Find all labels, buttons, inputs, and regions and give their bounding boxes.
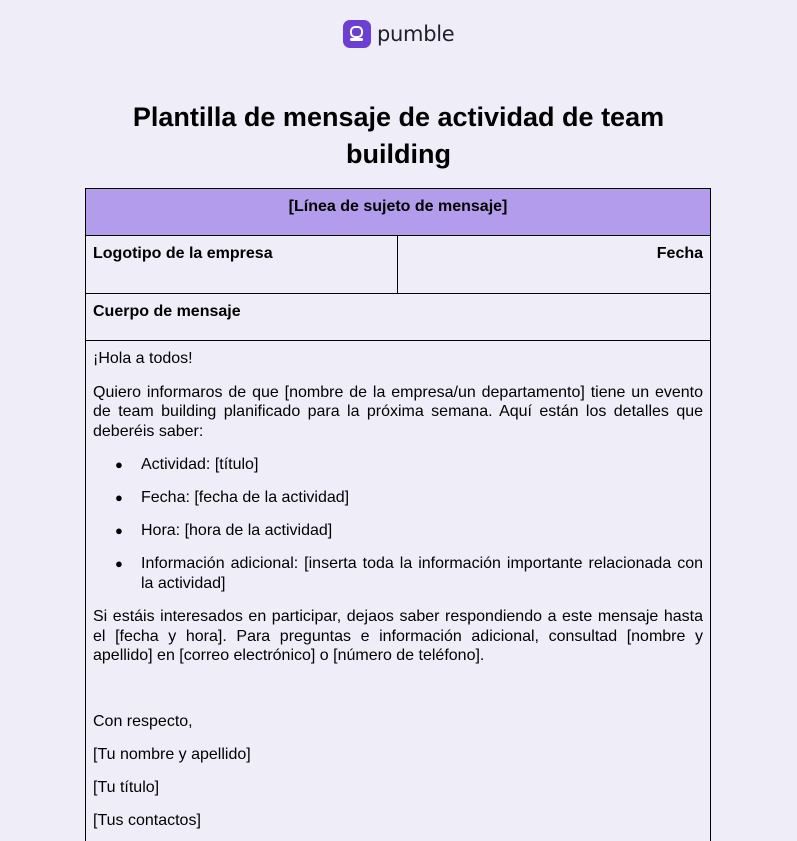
detail-time: ● Hora: [hora de la actividad] [93,521,703,541]
subject-row [86,189,711,236]
body-title-row [86,294,711,341]
subject-line: [Línea de sujeto de mensaje] [86,189,711,236]
detail-additional-info: ● Información adicional: [inserta toda la información importante relacionada con la actividad] [93,554,703,593]
sign-off: Con respecto, [93,712,193,730]
signature-title: [Tu título] [93,778,160,796]
signature-contacts: [Tus contactos] [93,811,201,829]
intro-paragraph: Quiero informaros de que [nombre de la empresa/un departamento] tiene un evento de team building planificado para la próxima semana. Aquí están los detalles que deberéis saber: [93,383,704,440]
company-logo-label: Logotipo de la empresa [86,236,398,294]
closing-paragraph: Si estáis interesados en participar, dejaos saber respondiendo a este mensaje hasta el [fecha y hora]. Para preguntas e información adicional, consultad [nombre y apellido] en [correo electrónico] o [número de teléfono]. [93,608,704,664]
detail-activity: ● Actividad: [título] [93,455,703,475]
document-title: Plantilla de mensaje de actividad de team building [132,102,665,169]
brand-logo [343,20,454,48]
message-template-table [85,188,711,841]
detail-date: ● Fecha: [fecha de la actividad] [93,488,703,508]
message-body-label: Cuerpo de mensaje [86,294,711,341]
signature-name: [Tu nombre y apellido] [93,745,251,763]
message-body [86,341,711,841]
content-row [86,341,711,841]
event-details-list [93,455,703,593]
date-label: Fecha [398,236,711,294]
greeting: ¡Hola a todos! [93,350,193,367]
pumble-logo-icon [343,20,371,48]
brand-name: pumble [377,22,455,46]
header-row [86,236,711,294]
